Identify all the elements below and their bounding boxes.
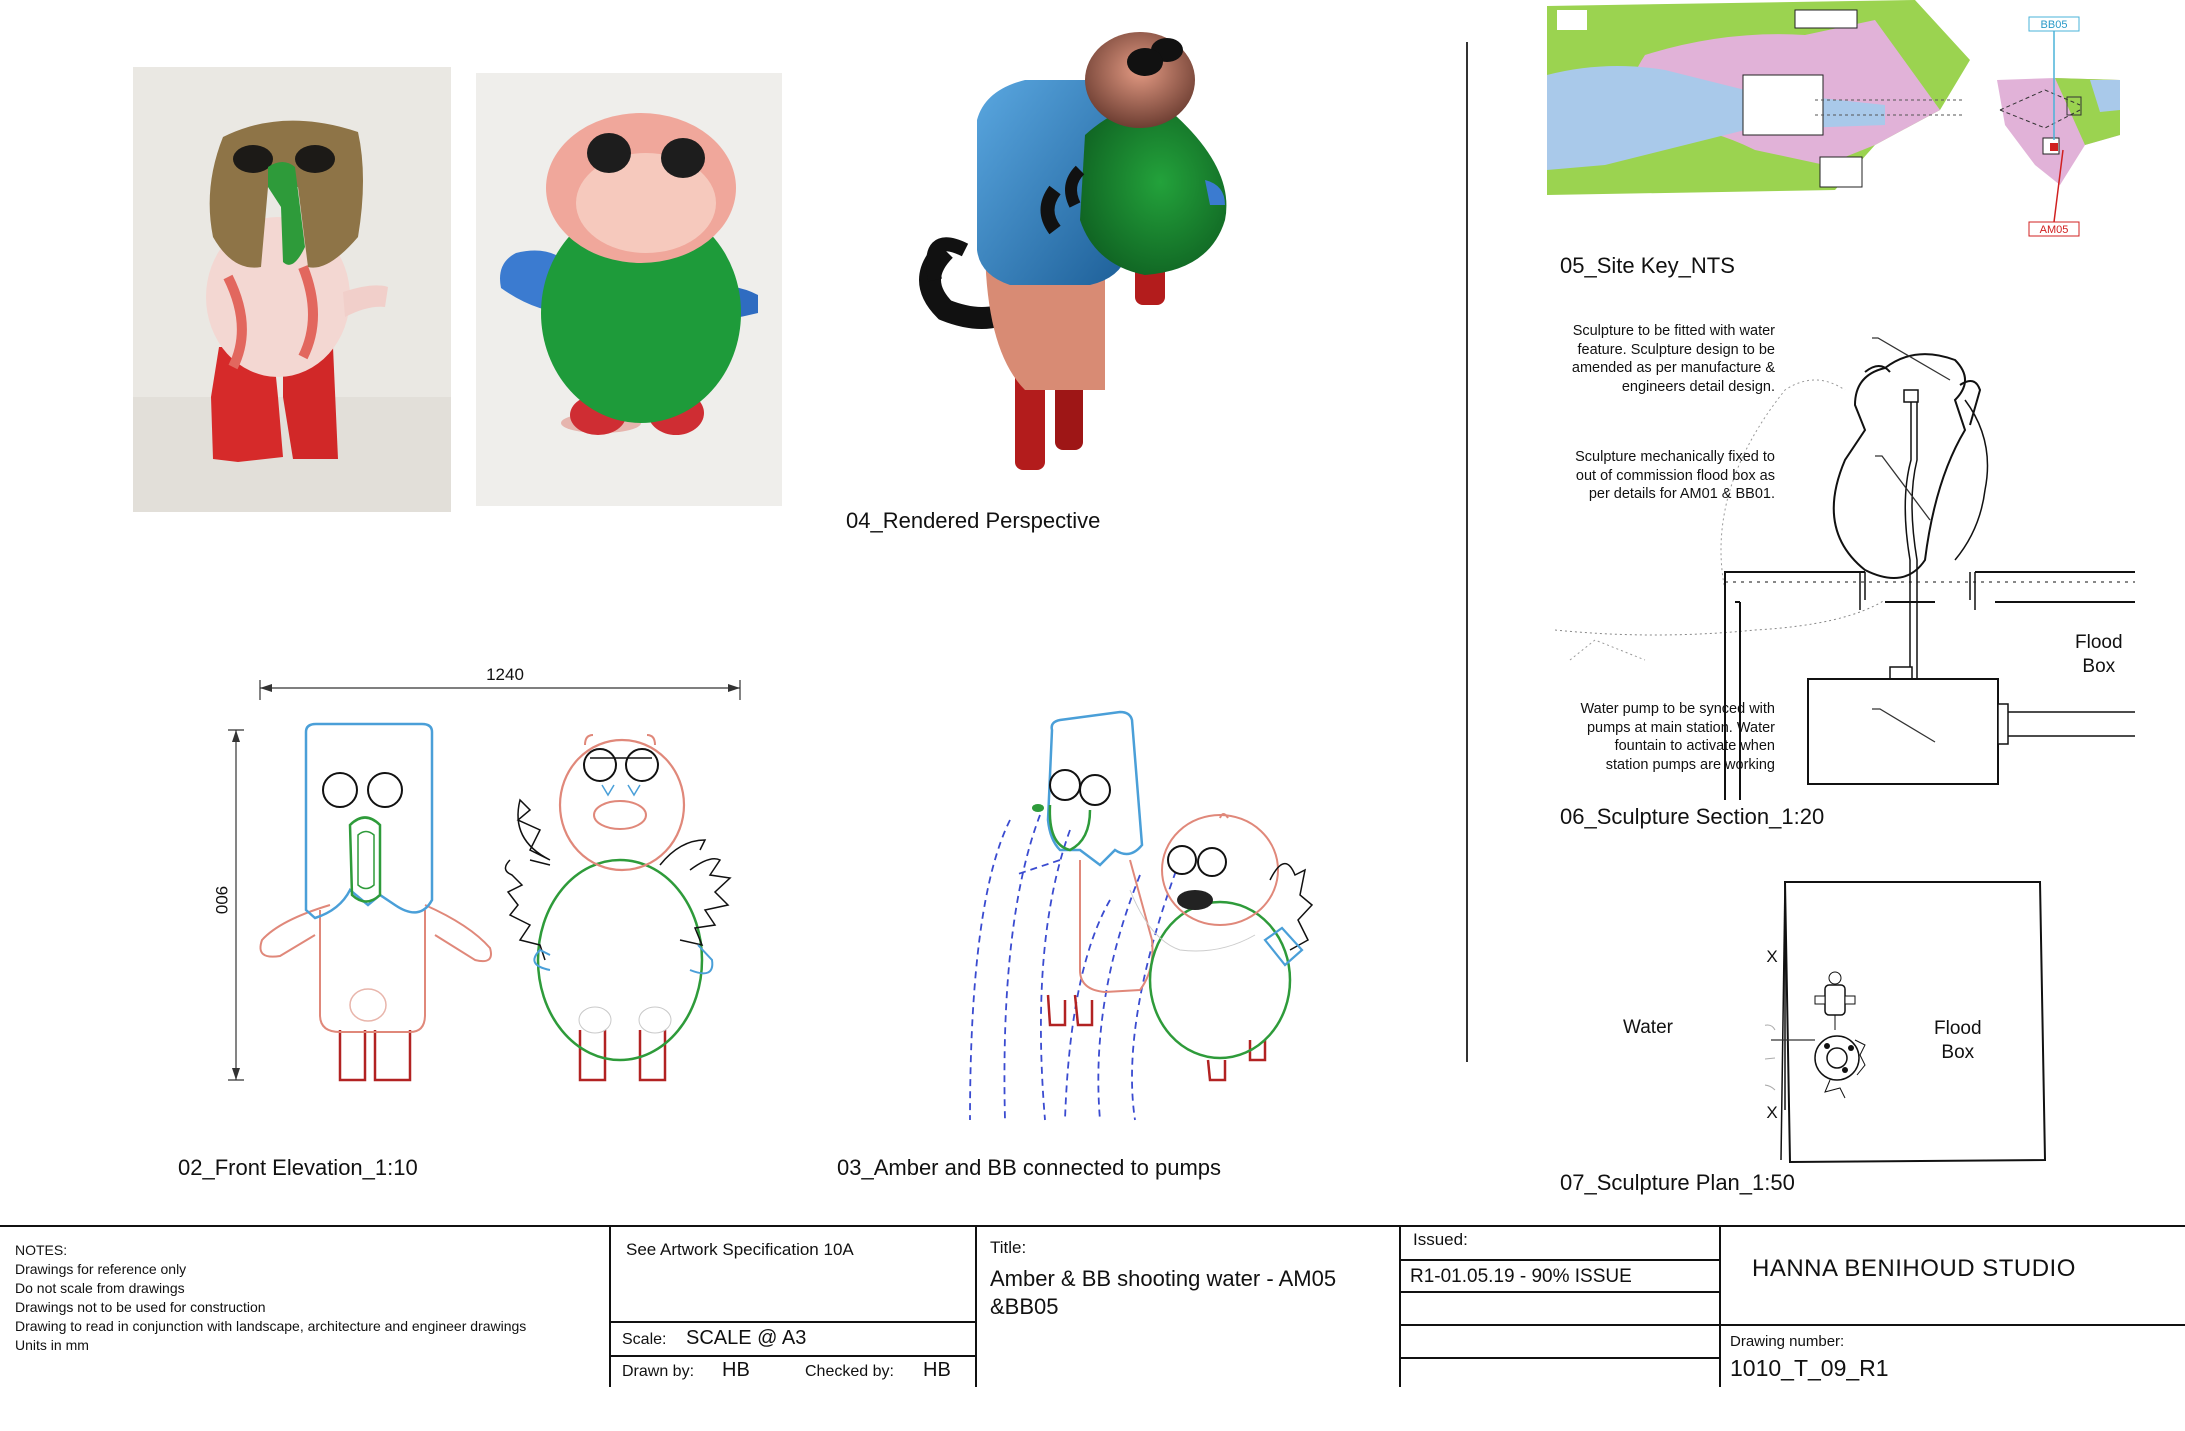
caption-front-elevation: 02_Front Elevation_1:10 [178, 1155, 418, 1180]
tb-divider-2 [975, 1225, 977, 1387]
site-key-tag-bb: BB05 [2040, 19, 2068, 31]
caption-rendered-perspective: 04_Rendered Perspective [846, 508, 1101, 533]
tb-rule-drawn [609, 1355, 976, 1357]
note-water-pump: Water pump to be synced with pumps at main station. Water fountain to activate when station pumps are working [1580, 701, 1775, 773]
notes-block: NOTES: Drawings for reference only Do not scale from drawings Drawings not to be used for construction Drawing to read in conjunction with landscape, architecture and engineer drawings Units in mm [15, 1242, 527, 1353]
plan-x-top: X [1766, 947, 1778, 966]
note-mechanically-fixed: Sculpture mechanically fixed to out of commission flood box as per details for AM01 & BB01. [1575, 449, 1775, 502]
tb-rule-issued-2 [1399, 1291, 1720, 1293]
drawing-title: Amber & BB shooting water - AM05 &BB05 [990, 1266, 1337, 1319]
drawn-by-label: Drawn by: [622, 1363, 695, 1380]
drawing-number: 1010_T_09_R1 [1730, 1355, 1889, 1381]
tb-divider-1 [609, 1225, 611, 1387]
drawn-by-value: HB [722, 1359, 750, 1381]
caption-sculpture-section: 06_Sculpture Section_1:20 [1560, 804, 1825, 829]
title-block-top-rule [0, 1225, 2185, 1227]
section-leaders [1850, 320, 2010, 620]
sculpture-plan-drawing [1765, 870, 2100, 1175]
title-block [0, 1225, 2185, 1385]
tb-rule-issued-3 [1399, 1324, 1720, 1326]
photo-clay-amber [133, 67, 451, 512]
tb-divider-3 [1399, 1225, 1401, 1387]
tb-rule-issued-4 [1399, 1357, 1720, 1359]
checked-by-value: HB [923, 1359, 951, 1381]
drawing-number-label: Drawing number: [1730, 1333, 1845, 1350]
checked-by-label: Checked by: [805, 1363, 894, 1380]
site-key-tag-am: AM05 [2039, 224, 2069, 236]
section-flood-box-label: Flood Box [2075, 632, 2123, 677]
tb-rule-scale [609, 1321, 976, 1323]
scale-value: SCALE @ A3 [686, 1327, 807, 1349]
note-water-feature: Sculpture to be fitted with water feature. Sculpture design to be amended as per manufacture & engineers detail design. [1571, 323, 1775, 395]
front-elevation-drawing [200, 660, 760, 1090]
spec-reference: See Artwork Specification 10A [626, 1240, 854, 1259]
issued-value: R1-01.05.19 - 90% ISSUE [1410, 1266, 1632, 1287]
tb-divider-4 [1719, 1225, 1721, 1387]
rendered-perspective [905, 20, 1275, 500]
tb-rule-drawing-number [1719, 1324, 2185, 1326]
caption-site-key: 05_Site Key_NTS [1560, 253, 1735, 278]
pumps-drawing [920, 700, 1420, 1130]
dim-height: 900 [212, 885, 231, 915]
panel-divider [1466, 42, 1468, 1062]
plan-x-bottom: X [1766, 1103, 1778, 1122]
caption-pumps: 03_Amber and BB connected to pumps [837, 1155, 1222, 1180]
dim-width: 1240 [486, 665, 524, 684]
photo-clay-bb [476, 73, 782, 506]
caption-sculpture-plan: 07_Sculpture Plan_1:50 [1560, 1170, 1795, 1195]
plan-water-label: Water [1623, 1017, 1673, 1038]
scale-label: Scale: [622, 1331, 667, 1348]
studio-name: HANNA BENIHOUD STUDIO [1752, 1255, 2076, 1282]
tb-rule-issued [1399, 1259, 1720, 1261]
title-label: Title: [990, 1238, 1027, 1257]
plan-flood-box-label: Flood Box [1934, 1018, 1982, 1063]
section-pump-leader [1850, 700, 1970, 760]
issued-label: Issued: [1413, 1230, 1468, 1249]
site-key-map [1545, 0, 2145, 240]
